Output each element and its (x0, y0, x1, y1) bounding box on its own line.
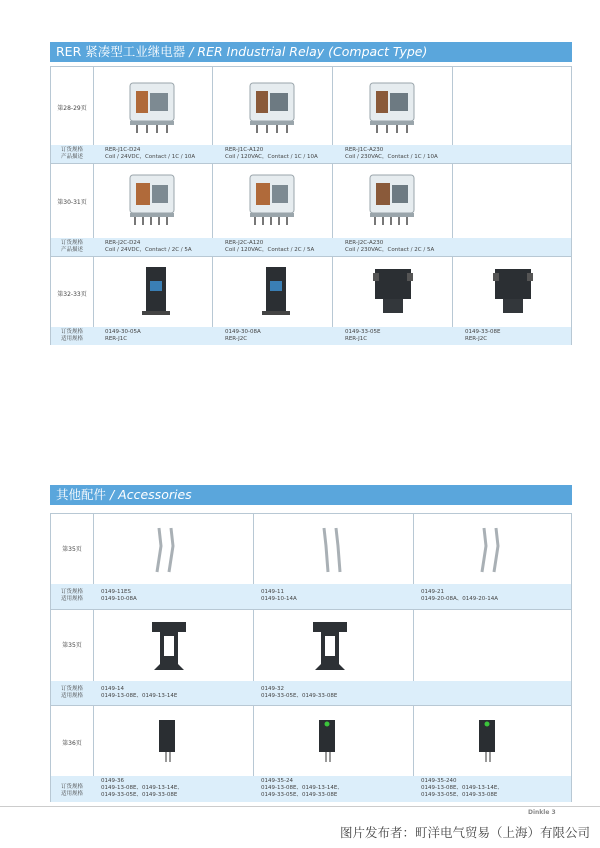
socket-c1-code: 0149-30-05A (105, 329, 141, 335)
relay-row1-page: 第28-29页 (57, 105, 87, 112)
relay-r1c3-desc: Coil / 230VAC，Contact / 1C / 10A (345, 154, 438, 160)
brand-name: Dinkle (528, 809, 550, 816)
acc-r1c2-code: 0149-11 (261, 589, 284, 595)
relay-row3-page: 第32-33页 (57, 291, 87, 298)
acc-r3c1-fit-line1: 0149-13-08E、0149-13-14E、 (101, 785, 183, 791)
relay-r1c3-code: RER-J1C-A230 (345, 147, 384, 153)
acc-row2-label-order: 订货规格 (60, 686, 83, 692)
relay-image (126, 79, 178, 135)
acc-r1c1-fit: 0149-10-08A (101, 596, 137, 602)
relay-section-title-cn: RER 紧凑型工业继电器 (56, 44, 186, 59)
relay-section-header (50, 42, 572, 62)
relay-image (366, 79, 418, 135)
relay-row1-label-desc: 产品描述 (60, 154, 83, 160)
relay-row2-label-order: 订货规格 (60, 240, 83, 246)
relay-row2-label-desc: 产品描述 (60, 247, 83, 253)
acc-r3c3-code: 0149-35-240 (421, 778, 457, 784)
publisher-caption: 图片发布者：町洋电气贸易（上海）有限公司 (339, 825, 590, 840)
footer-divider (0, 806, 600, 807)
relay-image (126, 171, 178, 227)
accessories-section-header (50, 485, 572, 505)
socket-c4-code: 0149-33-08E (465, 329, 501, 335)
socket-image (256, 263, 296, 319)
acc-r1c3-code: 0149-21 (421, 589, 444, 595)
accessories-title-cn: 其他配件 (56, 487, 107, 502)
relay-table (50, 66, 572, 345)
acc-row3-label-fit: 适用规格 (60, 791, 83, 797)
relay-r2c1-code: RER-J2C-D24 (105, 240, 141, 246)
relay-r1c1-code: RER-J1C-D24 (105, 147, 141, 153)
relay-image (246, 79, 298, 135)
relay-row3-label-fit: 适用规格 (60, 336, 83, 342)
acc-r3c2-fit-line2: 0149-33-05E、0149-33-08E (261, 792, 338, 798)
relay-row3-label-order: 订货规格 (60, 329, 83, 335)
relay-row2-page: 第30-31页 (57, 199, 87, 206)
relay-section-title-en: / RER Industrial Relay (Compact Type) (189, 44, 428, 59)
retaining-clip-image (307, 618, 353, 672)
acc-r3c2-fit-line1: 0149-13-08E、0149-13-14E、 (261, 785, 343, 791)
socket-image (136, 263, 176, 319)
acc-r3c2-code: 0149-35-24 (261, 778, 293, 784)
relay-r1c1-desc: Coil / 24VDC，Contact / 1C / 10A (105, 154, 196, 160)
accessories-title-en: / Accessories (110, 487, 192, 502)
acc-row1-label-order: 订货规格 (60, 589, 83, 595)
acc-r2c2-fit: 0149-33-05E、0149-33-08E (261, 693, 338, 699)
socket-c3-code: 0149-33-05E (345, 329, 381, 335)
jumper-clip-image (151, 524, 181, 576)
acc-row1-label-fit: 适用规格 (60, 596, 83, 602)
acc-row3-page: 第36页 (62, 740, 82, 747)
acc-r3c3-fit-line2: 0149-33-05E、0149-33-08E (421, 792, 498, 798)
socket-c4-fit: RER-J2C (465, 336, 488, 342)
jumper-clip-image (316, 524, 346, 576)
acc-r3c3-fit-line1: 0149-13-08E、0149-13-14E、 (421, 785, 503, 791)
module-image (313, 716, 341, 766)
page-number: 3 (551, 809, 556, 816)
acc-r2c1-code: 0149-14 (101, 686, 124, 692)
relay-r2c2-desc: Coil / 120VAC，Contact / 2C / 5A (225, 247, 315, 253)
acc-r1c2-fit: 0149-10-14A (261, 596, 297, 602)
relay-r2c3-desc: Coil / 230VAC，Contact / 2C / 5A (345, 247, 435, 253)
jumper-clip-image (476, 524, 506, 576)
acc-row1-page: 第35页 (62, 546, 82, 553)
acc-r2c2-code: 0149-32 (261, 686, 284, 692)
acc-r1c1-code: 0149-11ES (101, 589, 131, 595)
socket-image (489, 263, 537, 319)
socket-image (369, 263, 417, 319)
relay-image (366, 171, 418, 227)
acc-row3-label-order: 订货规格 (60, 784, 83, 790)
socket-c2-fit: RER-J2C (225, 336, 248, 342)
relay-row1-label-order: 订货规格 (60, 147, 83, 153)
module-image (153, 716, 181, 766)
retaining-clip-image (146, 618, 192, 672)
relay-r1c2-desc: Coil / 120VAC，Contact / 1C / 10A (225, 154, 318, 160)
acc-r3c1-code: 0149-36 (101, 778, 124, 784)
relay-image (246, 171, 298, 227)
relay-r2c1-desc: Coil / 24VDC，Contact / 2C / 5A (105, 247, 192, 253)
socket-c1-fit: RER-J1C (105, 336, 128, 342)
relay-r2c2-code: RER-J2C-A120 (225, 240, 264, 246)
acc-row2-label-fit: 适用规格 (60, 693, 83, 699)
acc-r1c3-fit: 0149-20-08A、0149-20-14A (421, 596, 498, 602)
accessories-table (50, 513, 572, 802)
footer-brand (528, 809, 556, 816)
acc-r2c1-fit: 0149-13-08E、0149-13-14E (101, 693, 178, 699)
socket-c2-code: 0149-30-08A (225, 329, 261, 335)
socket-c3-fit: RER-J1C (345, 336, 368, 342)
relay-r2c3-code: RER-J2C-A230 (345, 240, 384, 246)
relay-r1c2-code: RER-J1C-A120 (225, 147, 264, 153)
acc-r3c1-fit-line2: 0149-33-05E、0149-33-08E (101, 792, 178, 798)
module-image (473, 716, 501, 766)
acc-row2-page: 第35页 (62, 642, 82, 649)
